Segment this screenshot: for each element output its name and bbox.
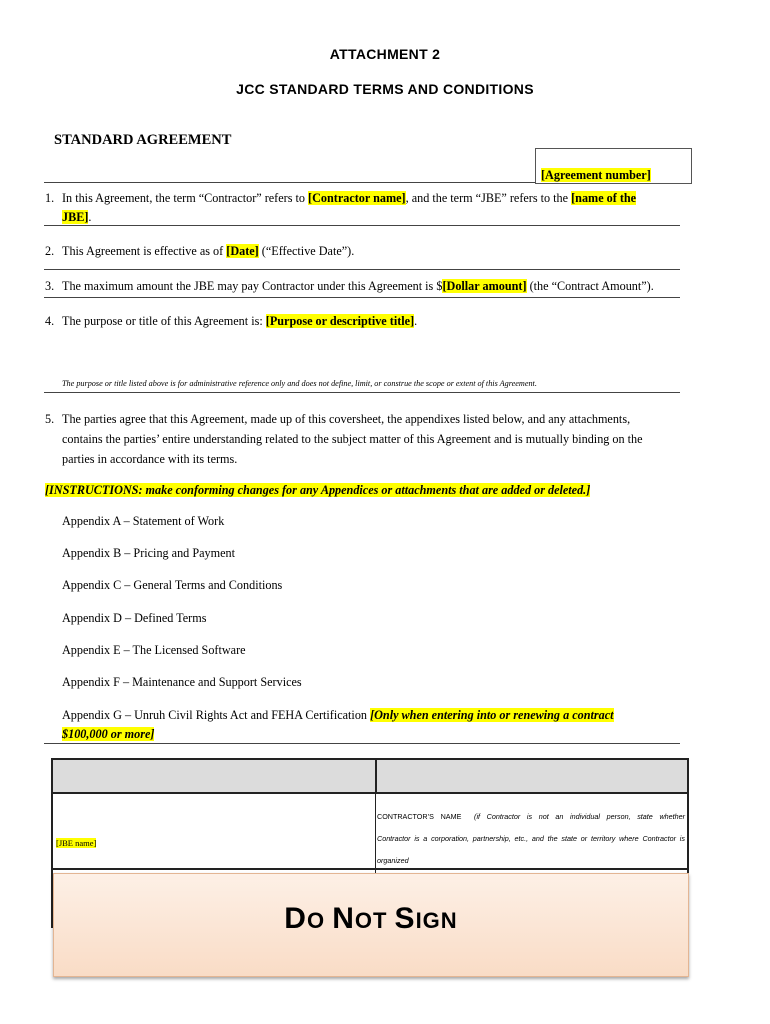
appendix-g: Appendix G – Unruh Civil Rights Act and FEHA Certification [Only when entering into or renewing a contract — [62, 708, 614, 722]
paragraph-1-line-2: JBE]. — [62, 210, 92, 224]
paragraph-4-number: 4. — [45, 314, 55, 328]
divider-3 — [44, 297, 680, 298]
jbe-name-cell[interactable]: [JBE name] — [56, 838, 97, 848]
purpose-placeholder[interactable]: [Purpose or descriptive title] — [265, 314, 415, 328]
appendix-b: Appendix B – Pricing and Payment — [62, 546, 235, 560]
jbe-name-placeholder-part-1[interactable]: [name of the — [571, 191, 637, 205]
section-heading: STANDARD AGREEMENT — [54, 132, 232, 148]
paragraph-5-line-1: The parties agree that this Agreement, made up of this coversheet, the appendixes listed below, and any attachments, — [62, 412, 631, 426]
divider-4 — [44, 392, 680, 393]
document-title: JCC STANDARD TERMS AND CONDITIONS — [236, 81, 534, 97]
appendix-c: Appendix C – General Terms and Conditions — [62, 578, 283, 592]
contractor-name-placeholder[interactable]: [Contractor name] — [308, 191, 406, 205]
jbe-name-placeholder-part-2[interactable]: JBE] — [62, 210, 89, 224]
paragraph-1: In this Agreement, the term “Contractor” refers to [Contractor name], and the term “JBE” refers to the [name of the — [62, 191, 637, 205]
dollar-amount-placeholder[interactable]: [Dollar amount] — [442, 279, 527, 293]
paragraph-5-number: 5. — [45, 412, 55, 426]
paragraph-5-line-2: contains the parties’ entire understanding related to the subject matter of this Agreement and is mutually binding on the — [62, 432, 643, 446]
appendix-g-note: [Only when entering into or renewing a contract — [370, 708, 614, 722]
appendix-a: Appendix A – Statement of Work — [62, 514, 225, 528]
purpose-note: The purpose or title listed above is for administrative reference only and does not define, limit, or construe the scope or extent of this Agreement. — [62, 379, 537, 388]
contractor-name-cell[interactable]: CONTRACTOR’S NAME (if Contractor is not an individual person, state whether Contractor is a corporation, partnership, etc., and the state or territory where Contractor is organized — [377, 812, 686, 865]
paragraph-3: The maximum amount the JBE may pay Contractor under this Agreement is $[Dollar amount] (the “Contract Amount”). — [62, 279, 654, 293]
instructions-note: [INSTRUCTIONS: make conforming changes for any Appendices or attachments that are added or deleted.] — [45, 483, 591, 497]
appendix-d: Appendix D – Defined Terms — [62, 611, 207, 625]
appendix-f: Appendix F – Maintenance and Support Services — [62, 675, 302, 689]
table-header-left — [53, 760, 377, 794]
do-not-sign-banner — [53, 873, 689, 977]
agreement-number: [Agreement number] — [541, 168, 651, 182]
header-divider — [44, 182, 535, 183]
effective-date-placeholder[interactable]: [Date] — [226, 244, 259, 258]
paragraph-1-number: 1. — [45, 191, 55, 205]
paragraph-2: This Agreement is effective as of [Date] (“Effective Date”). — [62, 244, 355, 258]
paragraph-2-number: 2. — [45, 244, 55, 258]
paragraph-4: The purpose or title of this Agreement is: [Purpose or descriptive title]. — [62, 314, 418, 328]
appendix-g-note-line-2: $100,000 or more] — [62, 727, 155, 741]
divider-5 — [44, 743, 680, 744]
do-not-sign-text: DO NOT SIGN — [284, 902, 458, 935]
attachment-label: ATTACHMENT 2 — [329, 46, 441, 62]
paragraph-3-number: 3. — [45, 279, 55, 293]
divider-1 — [44, 225, 680, 226]
table-header-right — [377, 760, 687, 794]
agreement-number-field[interactable] — [541, 168, 651, 182]
contractor-name-label: CONTRACTOR’S NAME — [377, 812, 462, 821]
paragraph-5-line-3: parties in accordance with its terms. — [62, 452, 238, 466]
divider-2 — [44, 269, 680, 270]
appendix-e: Appendix E – The Licensed Software — [62, 643, 246, 657]
